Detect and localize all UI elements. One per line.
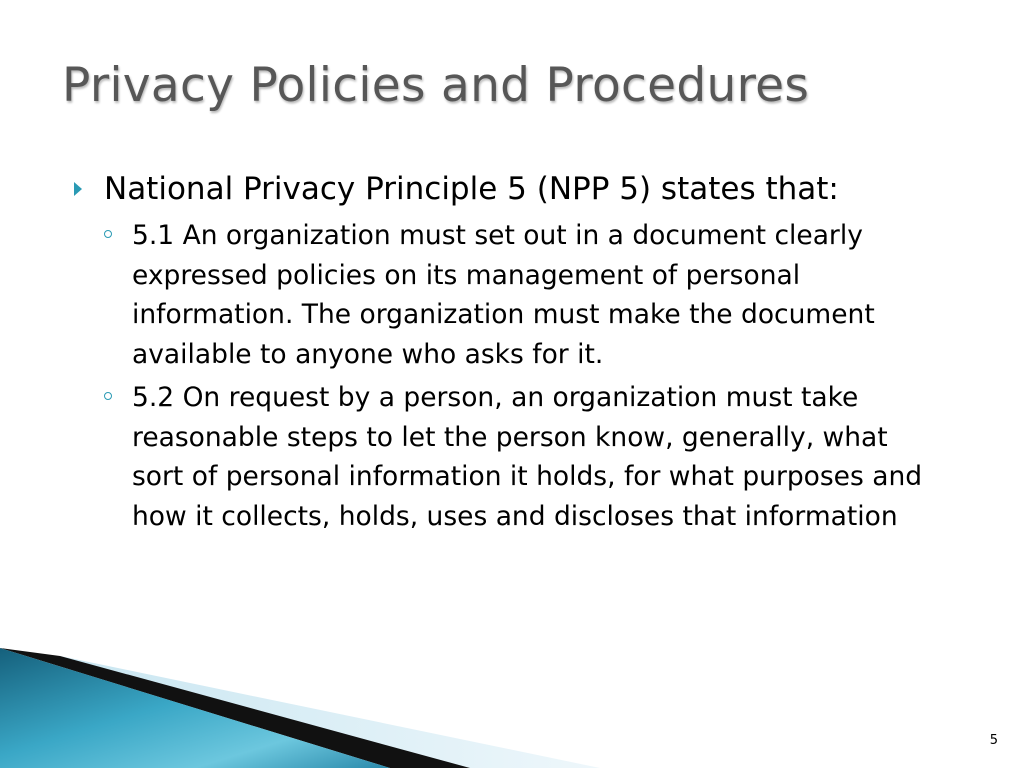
- sub-bullet-list: [72, 216, 972, 536]
- bullet-main-text: National Privacy Principle 5 (NPP 5) states that:: [104, 171, 839, 207]
- decorative-swoosh: [0, 638, 1024, 768]
- page-number: 5: [989, 733, 998, 748]
- bullet-main: [72, 168, 972, 210]
- sub-bullet-5-2: [100, 378, 947, 536]
- sub-bullet-text: 5.1 An organization must set out in a document clearly expressed policies on its management of personal information. The organization must make the document available to anyone who asks for it.: [132, 220, 875, 370]
- hollow-circle-icon: [104, 230, 112, 238]
- slide-body: [72, 168, 972, 540]
- hollow-circle-icon: [104, 392, 112, 400]
- sub-bullet-text: 5.2 On request by a person, an organization must take reasonable steps to let the person know, generally, what sort of personal information it holds, for what purposes and how it collects, holds, uses and discloses that information: [132, 382, 923, 532]
- triangle-right-icon: [74, 182, 82, 196]
- deco-blue-band: [0, 648, 390, 768]
- slide-title: Privacy Policies and Procedures: [62, 58, 810, 113]
- sub-bullet-5-1: [100, 216, 947, 374]
